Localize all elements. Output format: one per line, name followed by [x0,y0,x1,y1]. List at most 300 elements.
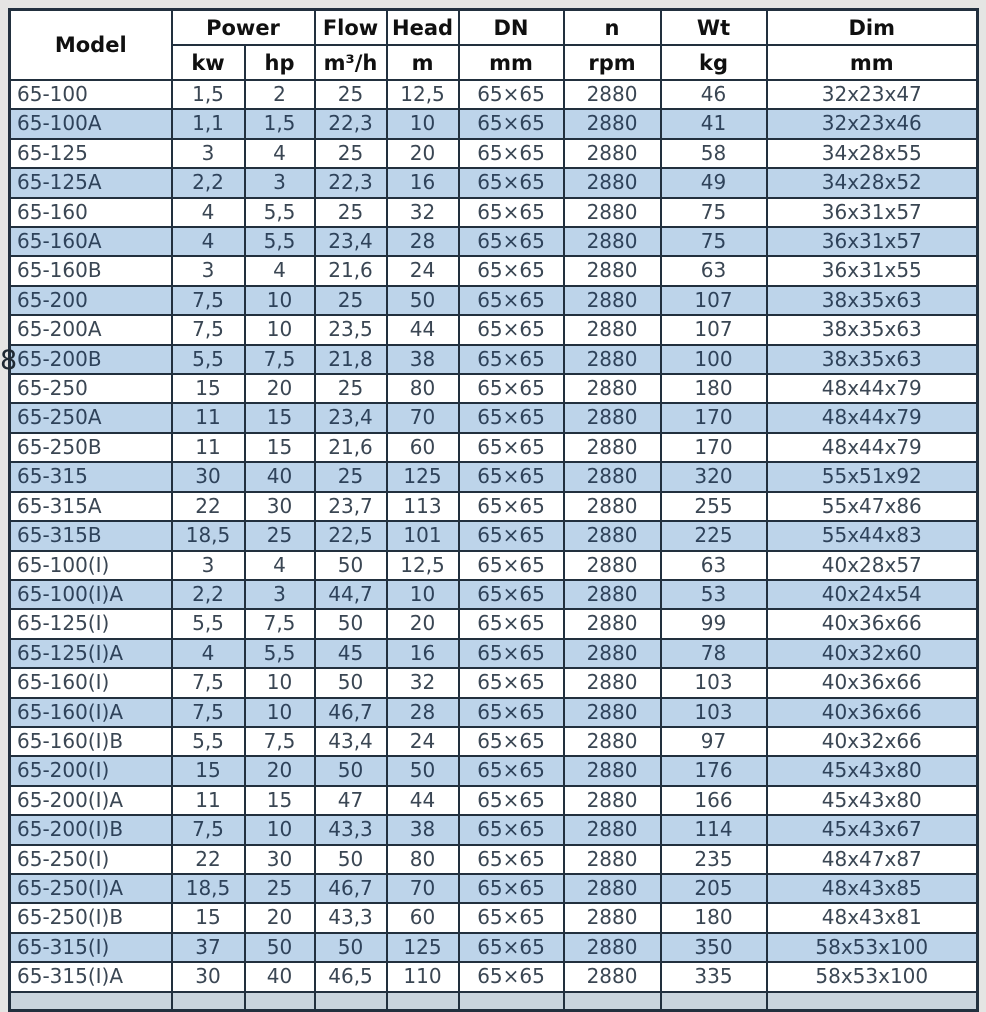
partial-row [10,992,978,1011]
cell-wt: 63 [661,551,767,580]
header-model: Model [10,10,172,81]
cell-model: 65-125(I) [10,609,172,638]
cell-head: 20 [387,609,459,638]
cell-dn: 65×65 [459,933,564,962]
header-kw: kw [172,45,245,80]
header-head-unit: m [387,45,459,80]
cell-wt: 103 [661,668,767,697]
cell-model: 65-125(I)A [10,639,172,668]
cell-dim: 38x35x63 [767,286,978,315]
cell-dim: 55x44x83 [767,521,978,550]
cell-kw: 11 [172,403,245,432]
table-row [10,227,978,256]
cell-dn: 65×65 [459,874,564,903]
cell-hp: 7,5 [245,609,315,638]
cell-model: 65-160 [10,198,172,227]
cell-n: 2880 [564,315,661,344]
cell-hp: 20 [245,374,315,403]
cell-kw: 1,5 [172,80,245,109]
cell-wt: 75 [661,198,767,227]
cell-flow: 21,6 [315,433,387,462]
cell-dim: 48x44x79 [767,433,978,462]
cell-dn: 65×65 [459,139,564,168]
cell-hp: 30 [245,845,315,874]
table-row [10,786,978,815]
cell-n: 2880 [564,845,661,874]
cell-n: 2880 [564,962,661,991]
cell-kw: 22 [172,845,245,874]
cell-dn: 65×65 [459,609,564,638]
cell-n: 2880 [564,286,661,315]
cell-kw: 7,5 [172,315,245,344]
cell-dn: 65×65 [459,639,564,668]
cell-model: 65-200(I)A [10,786,172,815]
cell-dim: 45x43x80 [767,756,978,785]
cell-n: 2880 [564,227,661,256]
cell-hp: 15 [245,403,315,432]
cell-flow: 46,5 [315,962,387,991]
cell-dim: 55x47x86 [767,492,978,521]
cell-dim: 45x43x67 [767,815,978,844]
cell-n: 2880 [564,727,661,756]
cell-wt: 103 [661,698,767,727]
cell-flow: 44,7 [315,580,387,609]
table-row [10,521,978,550]
cell-wt: 235 [661,845,767,874]
cell-head: 80 [387,374,459,403]
cell-head: 80 [387,845,459,874]
cell-dim: 34x28x52 [767,168,978,197]
cell-kw: 5,5 [172,609,245,638]
cell-n: 2880 [564,345,661,374]
cell-hp: 10 [245,698,315,727]
cell-dim: 38x35x63 [767,315,978,344]
cell-kw: 3 [172,139,245,168]
cell-wt: 225 [661,521,767,550]
cell-dn: 65×65 [459,668,564,697]
cell-hp: 15 [245,786,315,815]
cell-model: 65-125 [10,139,172,168]
cell-wt: 49 [661,168,767,197]
cell-kw: 37 [172,933,245,962]
cell-model: 65-100(I) [10,551,172,580]
cell-wt: 75 [661,227,767,256]
header-n: n [564,10,661,46]
table-row [10,315,978,344]
cell-kw: 2,2 [172,168,245,197]
cell-dim: 36x31x57 [767,198,978,227]
table-row [10,727,978,756]
cell-wt: 114 [661,815,767,844]
cell-wt: 46 [661,80,767,109]
cell-head: 16 [387,168,459,197]
cell-dim: 48x43x85 [767,874,978,903]
cell-model: 65-200(I) [10,756,172,785]
cell-kw: 3 [172,256,245,285]
cell-hp: 40 [245,962,315,991]
cell-flow: 43,4 [315,727,387,756]
cell-dn: 65×65 [459,786,564,815]
cell-kw: 7,5 [172,698,245,727]
cell-wt: 53 [661,580,767,609]
cell-wt: 99 [661,609,767,638]
cell-dim: 36x31x57 [767,227,978,256]
cell-head: 44 [387,786,459,815]
cell-kw: 15 [172,756,245,785]
table-row [10,403,978,432]
cell-head: 16 [387,639,459,668]
cell-wt: 100 [661,345,767,374]
cell-wt: 176 [661,756,767,785]
cell-hp: 50 [245,933,315,962]
cell-dn: 65×65 [459,903,564,932]
cell-dim: 40x36x66 [767,668,978,697]
cell-wt: 170 [661,403,767,432]
cell-hp: 5,5 [245,227,315,256]
cell-wt: 335 [661,962,767,991]
cell-dn: 65×65 [459,198,564,227]
cell-flow: 50 [315,845,387,874]
cell-hp: 10 [245,286,315,315]
cell-model: 65-160A [10,227,172,256]
cell-kw: 5,5 [172,345,245,374]
cell-kw: 11 [172,433,245,462]
cell-head: 20 [387,139,459,168]
cell-kw: 7,5 [172,815,245,844]
cell-model: 65-315(I)A [10,962,172,991]
cell-n: 2880 [564,492,661,521]
cell-head: 12,5 [387,80,459,109]
header-dim-unit: mm [767,45,978,80]
table-row [10,551,978,580]
cell-n: 2880 [564,374,661,403]
cell-model: 65-315 [10,462,172,491]
cell-flow: 43,3 [315,903,387,932]
header-hp: hp [245,45,315,80]
cell-flow: 45 [315,639,387,668]
cell-wt: 63 [661,256,767,285]
cell-dim: 40x32x60 [767,639,978,668]
cell-hp: 1,5 [245,109,315,138]
cell-dn: 65×65 [459,492,564,521]
cell-flow: 21,6 [315,256,387,285]
header-n-unit: rpm [564,45,661,80]
cell-model: 65-315B [10,521,172,550]
cell-hp: 4 [245,256,315,285]
cell-head: 125 [387,462,459,491]
cell-dn: 65×65 [459,698,564,727]
cell-n: 2880 [564,580,661,609]
cell-wt: 180 [661,374,767,403]
cell-hp: 25 [245,521,315,550]
cell-flow: 50 [315,756,387,785]
table-row [10,256,978,285]
cell-dn: 65×65 [459,345,564,374]
cell-flow: 21,8 [315,345,387,374]
cell-dn: 65×65 [459,551,564,580]
header-flow: Flow [315,10,387,46]
cell-head: 10 [387,109,459,138]
cell-kw: 4 [172,227,245,256]
header-dim: Dim [767,10,978,46]
cell-flow: 25 [315,286,387,315]
cell-dim: 58x53x100 [767,962,978,991]
header-dn: DN [459,10,564,46]
table-row [10,109,978,138]
cell-head: 10 [387,580,459,609]
cell-kw: 22 [172,492,245,521]
cell-dn: 65×65 [459,580,564,609]
table-row [10,639,978,668]
cell-wt: 255 [661,492,767,521]
cell-kw: 30 [172,962,245,991]
cell-hp: 10 [245,815,315,844]
table-row [10,492,978,521]
cell-head: 38 [387,345,459,374]
cell-kw: 11 [172,786,245,815]
table-row [10,345,978,374]
cell-kw: 1,1 [172,109,245,138]
cell-flow: 46,7 [315,874,387,903]
cell-n: 2880 [564,521,661,550]
cell-kw: 5,5 [172,727,245,756]
cell-head: 70 [387,874,459,903]
cell-model: 65-250(I) [10,845,172,874]
cell-model: 65-160(I)A [10,698,172,727]
cell-model: 65-100(I)A [10,580,172,609]
cell-n: 2880 [564,756,661,785]
cell-flow: 25 [315,374,387,403]
cell-wt: 180 [661,903,767,932]
cell-kw: 4 [172,639,245,668]
cell-hp: 3 [245,168,315,197]
cell-wt: 78 [661,639,767,668]
cell-dim: 40x28x57 [767,551,978,580]
cell-wt: 320 [661,462,767,491]
cell-flow: 25 [315,139,387,168]
cell-n: 2880 [564,168,661,197]
table-row [10,609,978,638]
cell-dim: 32x23x46 [767,109,978,138]
table-row [10,286,978,315]
cell-n: 2880 [564,874,661,903]
cell-hp: 7,5 [245,727,315,756]
table-row [10,874,978,903]
cell-dim: 38x35x63 [767,345,978,374]
cell-dn: 65×65 [459,109,564,138]
cell-dn: 65×65 [459,845,564,874]
cell-wt: 41 [661,109,767,138]
cell-dim: 58x53x100 [767,933,978,962]
cell-head: 70 [387,403,459,432]
cell-head: 60 [387,433,459,462]
cell-hp: 25 [245,874,315,903]
cell-flow: 43,3 [315,815,387,844]
cell-dn: 65×65 [459,962,564,991]
table-row [10,198,978,227]
cell-dn: 65×65 [459,286,564,315]
cell-wt: 107 [661,286,767,315]
cell-dn: 65×65 [459,403,564,432]
cell-dim: 45x43x80 [767,786,978,815]
cell-kw: 3 [172,551,245,580]
cell-head: 32 [387,198,459,227]
cell-model: 65-160(I) [10,668,172,697]
cell-head: 28 [387,227,459,256]
header-power: Power [172,10,315,46]
table-row [10,845,978,874]
cell-head: 50 [387,756,459,785]
cell-n: 2880 [564,786,661,815]
cell-hp: 4 [245,139,315,168]
cell-flow: 50 [315,668,387,697]
cell-head: 32 [387,668,459,697]
header-wt: Wt [661,10,767,46]
table-header [10,10,978,81]
table-row [10,933,978,962]
cell-dim: 40x24x54 [767,580,978,609]
table-row [10,168,978,197]
cell-n: 2880 [564,462,661,491]
cell-n: 2880 [564,80,661,109]
cell-hp: 3 [245,580,315,609]
cell-dn: 65×65 [459,433,564,462]
cell-hp: 5,5 [245,639,315,668]
cell-model: 65-200A [10,315,172,344]
header-row-titles [10,10,978,46]
cell-dn: 65×65 [459,815,564,844]
cell-model: 65-250(I)B [10,903,172,932]
cell-dn: 65×65 [459,727,564,756]
cell-hp: 10 [245,668,315,697]
cell-n: 2880 [564,609,661,638]
pump-spec-table [8,8,979,1012]
cell-flow: 50 [315,933,387,962]
cell-dn: 65×65 [459,256,564,285]
cell-wt: 170 [661,433,767,462]
cell-dim: 40x36x66 [767,698,978,727]
cell-hp: 10 [245,315,315,344]
cell-dim: 40x36x66 [767,609,978,638]
cell-head: 110 [387,962,459,991]
cell-wt: 166 [661,786,767,815]
cell-kw: 15 [172,374,245,403]
cell-hp: 15 [245,433,315,462]
cell-flow: 46,7 [315,698,387,727]
table-row [10,139,978,168]
table-row [10,80,978,109]
cell-head: 113 [387,492,459,521]
cell-n: 2880 [564,139,661,168]
cell-flow: 23,5 [315,315,387,344]
table-row [10,668,978,697]
cell-n: 2880 [564,933,661,962]
cell-model: 65-315(I) [10,933,172,962]
cell-flow: 25 [315,80,387,109]
cell-kw: 2,2 [172,580,245,609]
cell-n: 2880 [564,698,661,727]
header-head: Head [387,10,459,46]
table-row [10,962,978,991]
cell-hp: 40 [245,462,315,491]
cell-model: 65-160(I)B [10,727,172,756]
cell-head: 44 [387,315,459,344]
cell-head: 24 [387,256,459,285]
cell-n: 2880 [564,256,661,285]
table-row [10,374,978,403]
cell-wt: 350 [661,933,767,962]
cell-wt: 58 [661,139,767,168]
cell-n: 2880 [564,815,661,844]
header-wt-unit: kg [661,45,767,80]
cell-flow: 23,7 [315,492,387,521]
table-body [10,80,978,1010]
cell-n: 2880 [564,109,661,138]
cell-n: 2880 [564,403,661,432]
cell-dim: 48x44x79 [767,374,978,403]
cell-hp: 30 [245,492,315,521]
page-number: 8 [0,345,18,376]
cell-n: 2880 [564,551,661,580]
cell-dn: 65×65 [459,227,564,256]
cell-kw: 30 [172,462,245,491]
cell-hp: 2 [245,80,315,109]
cell-dn: 65×65 [459,315,564,344]
cell-dim: 36x31x55 [767,256,978,285]
cell-kw: 15 [172,903,245,932]
cell-flow: 22,5 [315,521,387,550]
cell-model: 65-200(I)B [10,815,172,844]
cell-n: 2880 [564,903,661,932]
table-row [10,903,978,932]
cell-dim: 48x43x81 [767,903,978,932]
cell-dn: 65×65 [459,168,564,197]
cell-kw: 18,5 [172,521,245,550]
cell-wt: 205 [661,874,767,903]
cell-model: 65-250(I)A [10,874,172,903]
cell-dim: 32x23x47 [767,80,978,109]
cell-model: 65-100 [10,80,172,109]
cell-kw: 4 [172,198,245,227]
table-row [10,698,978,727]
cell-model: 65-250A [10,403,172,432]
cell-dn: 65×65 [459,374,564,403]
cell-head: 101 [387,521,459,550]
cell-hp: 7,5 [245,345,315,374]
cell-model: 65-315A [10,492,172,521]
cell-kw: 18,5 [172,874,245,903]
cell-dim: 40x32x66 [767,727,978,756]
table-row [10,433,978,462]
cell-wt: 97 [661,727,767,756]
cell-hp: 4 [245,551,315,580]
cell-model: 65-200 [10,286,172,315]
cell-head: 125 [387,933,459,962]
cell-dn: 65×65 [459,462,564,491]
cell-flow: 22,3 [315,109,387,138]
cell-head: 38 [387,815,459,844]
cell-head: 60 [387,903,459,932]
cell-model: 65-200B [10,345,172,374]
cell-n: 2880 [564,639,661,668]
cell-dim: 55x51x92 [767,462,978,491]
cell-dim: 34x28x55 [767,139,978,168]
cell-flow: 25 [315,462,387,491]
cell-model: 65-125A [10,168,172,197]
cell-dim: 48x47x87 [767,845,978,874]
cell-head: 12,5 [387,551,459,580]
cell-n: 2880 [564,433,661,462]
